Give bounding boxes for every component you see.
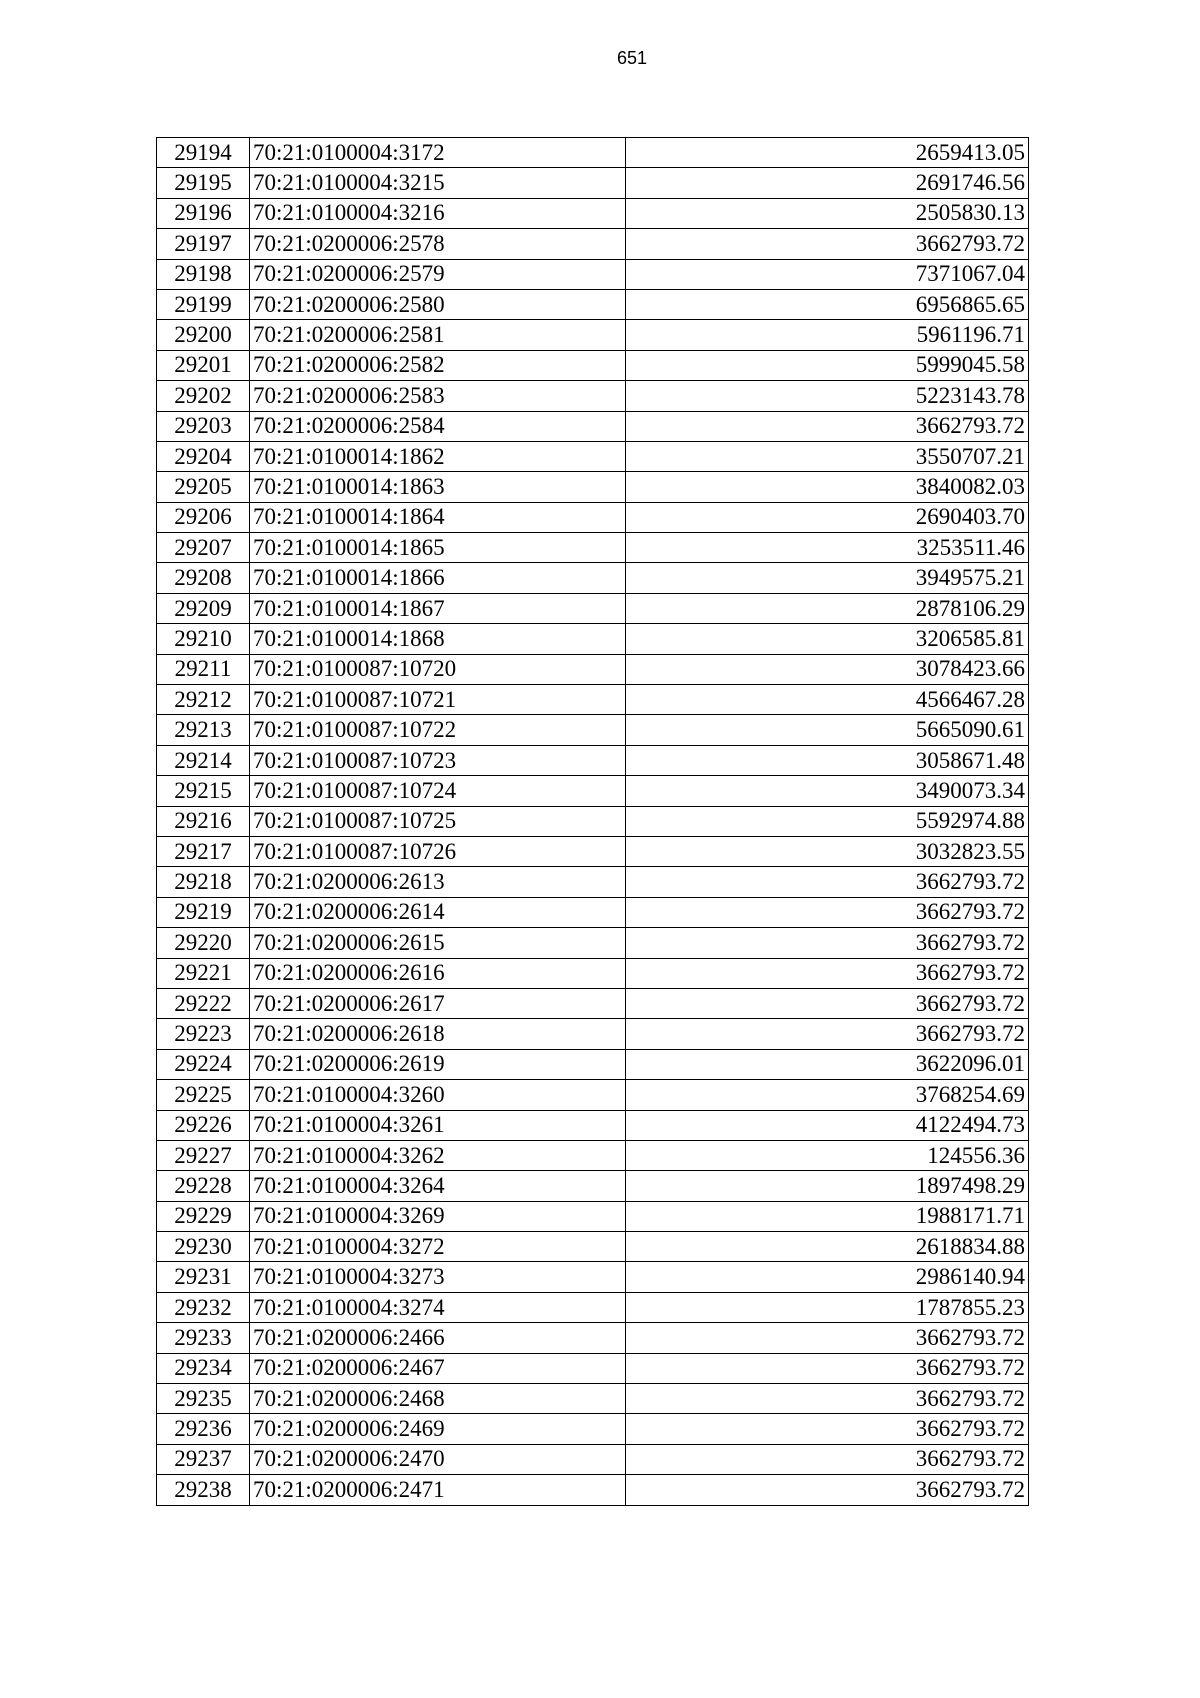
- cadastral-number-cell: 70:21:0200006:2471: [250, 1475, 626, 1505]
- cadastral-value-cell: 2691746.56: [626, 168, 1029, 198]
- cadastral-number-cell: 70:21:0200006:2467: [250, 1353, 626, 1383]
- cadastral-number-cell: 70:21:0100004:3262: [250, 1140, 626, 1170]
- cadastral-number-cell: 70:21:0100014:1865: [250, 533, 626, 563]
- table-row: [157, 1384, 1029, 1414]
- cadastral-value-cell: 3058671.48: [626, 745, 1029, 775]
- row-number-cell: 29194: [157, 138, 250, 168]
- cadastral-value-cell: 3768254.69: [626, 1080, 1029, 1110]
- row-number-cell: 29218: [157, 867, 250, 897]
- table-row: [157, 229, 1029, 259]
- row-number-cell: 29215: [157, 776, 250, 806]
- cadastral-number-cell: 70:21:0200006:2466: [250, 1323, 626, 1353]
- cadastral-value-cell: 2618834.88: [626, 1232, 1029, 1262]
- cadastral-value-cell: 5223143.78: [626, 381, 1029, 411]
- table-row: [157, 441, 1029, 471]
- table-row: [157, 654, 1029, 684]
- cadastral-number-cell: 70:21:0200006:2616: [250, 958, 626, 988]
- table-row: [157, 138, 1029, 168]
- row-number-cell: 29207: [157, 533, 250, 563]
- cadastral-value-cell: 3206585.81: [626, 624, 1029, 654]
- table-row: [157, 168, 1029, 198]
- table-row: [157, 1323, 1029, 1353]
- cadastral-number-cell: 70:21:0200006:2469: [250, 1414, 626, 1444]
- row-number-cell: 29209: [157, 593, 250, 623]
- table-row: [157, 1262, 1029, 1292]
- row-number-cell: 29217: [157, 836, 250, 866]
- row-number-cell: 29196: [157, 198, 250, 228]
- table-row: [157, 533, 1029, 563]
- row-number-cell: 29211: [157, 654, 250, 684]
- cadastral-number-cell: 70:21:0100087:10721: [250, 685, 626, 715]
- row-number-cell: 29220: [157, 928, 250, 958]
- cadastral-number-cell: 70:21:0200006:2584: [250, 411, 626, 441]
- table-row: [157, 745, 1029, 775]
- cadastral-number-cell: 70:21:0100087:10725: [250, 806, 626, 836]
- row-number-cell: 29233: [157, 1323, 250, 1353]
- row-number-cell: 29228: [157, 1171, 250, 1201]
- row-number-cell: 29232: [157, 1292, 250, 1322]
- table-row: [157, 928, 1029, 958]
- cadastral-value-cell: 3662793.72: [626, 1353, 1029, 1383]
- table-row: [157, 1201, 1029, 1231]
- table-row: [157, 1080, 1029, 1110]
- cadastral-number-cell: 70:21:0100004:3172: [250, 138, 626, 168]
- cadastral-value-cell: 2690403.70: [626, 502, 1029, 532]
- cadastral-number-cell: 70:21:0100004:3260: [250, 1080, 626, 1110]
- cadastral-value-cell: 1897498.29: [626, 1171, 1029, 1201]
- cadastral-number-cell: 70:21:0200006:2470: [250, 1444, 626, 1474]
- cadastral-number-cell: 70:21:0200006:2582: [250, 350, 626, 380]
- table-row: [157, 289, 1029, 319]
- table-row: [157, 1232, 1029, 1262]
- cadastral-number-cell: 70:21:0200006:2468: [250, 1384, 626, 1414]
- row-number-cell: 29222: [157, 988, 250, 1018]
- cadastral-number-cell: 70:21:0100004:3274: [250, 1292, 626, 1322]
- table-row: [157, 1292, 1029, 1322]
- table-row: [157, 1414, 1029, 1444]
- cadastral-value-cell: 5665090.61: [626, 715, 1029, 745]
- row-number-cell: 29236: [157, 1414, 250, 1444]
- page-number: 651: [616, 48, 648, 68]
- table-row: [157, 502, 1029, 532]
- cadastral-number-cell: 70:21:0100004:3269: [250, 1201, 626, 1231]
- row-number-cell: 29213: [157, 715, 250, 745]
- cadastral-number-cell: 70:21:0200006:2614: [250, 897, 626, 927]
- row-number-cell: 29198: [157, 259, 250, 289]
- row-number-cell: 29204: [157, 441, 250, 471]
- cadastral-value-cell: 1787855.23: [626, 1292, 1029, 1322]
- cadastral-value-cell: 3662793.72: [626, 867, 1029, 897]
- cadastral-number-cell: 70:21:0100014:1863: [250, 472, 626, 502]
- cadastral-number-cell: 70:21:0200006:2617: [250, 988, 626, 1018]
- table-row: [157, 958, 1029, 988]
- cadastral-number-cell: 70:21:0100087:10722: [250, 715, 626, 745]
- cadastral-number-cell: 70:21:0100014:1868: [250, 624, 626, 654]
- table-row: [157, 1110, 1029, 1140]
- row-number-cell: 29226: [157, 1110, 250, 1140]
- table-row: [157, 988, 1029, 1018]
- cadastral-number-cell: 70:21:0100004:3261: [250, 1110, 626, 1140]
- table-row: [157, 897, 1029, 927]
- cadastral-number-cell: 70:21:0100014:1862: [250, 441, 626, 471]
- row-number-cell: 29234: [157, 1353, 250, 1383]
- cadastral-value-cell: 3662793.72: [626, 229, 1029, 259]
- cadastral-value-cell: 3662793.72: [626, 1475, 1029, 1505]
- cadastral-number-cell: 70:21:0200006:2615: [250, 928, 626, 958]
- cadastral-value-cell: 2986140.94: [626, 1262, 1029, 1292]
- row-number-cell: 29203: [157, 411, 250, 441]
- table-row: [157, 776, 1029, 806]
- table-row: [157, 1140, 1029, 1170]
- row-number-cell: 29208: [157, 563, 250, 593]
- table-row: [157, 563, 1029, 593]
- row-number-cell: 29223: [157, 1019, 250, 1049]
- table-row: [157, 1475, 1029, 1505]
- row-number-cell: 29224: [157, 1049, 250, 1079]
- cadastral-value-table: [156, 137, 1029, 1506]
- cadastral-number-cell: 70:21:0200006:2578: [250, 229, 626, 259]
- table-row: [157, 685, 1029, 715]
- row-number-cell: 29206: [157, 502, 250, 532]
- table-row: [157, 1444, 1029, 1474]
- table-row: [157, 1353, 1029, 1383]
- cadastral-value-cell: 6956865.65: [626, 289, 1029, 319]
- cadastral-value-cell: 7371067.04: [626, 259, 1029, 289]
- cadastral-value-cell: 5592974.88: [626, 806, 1029, 836]
- cadastral-value-cell: 3662793.72: [626, 958, 1029, 988]
- table-row: [157, 472, 1029, 502]
- table-row: [157, 381, 1029, 411]
- row-number-cell: 29225: [157, 1080, 250, 1110]
- cadastral-number-cell: 70:21:0100004:3216: [250, 198, 626, 228]
- cadastral-number-cell: 70:21:0100004:3264: [250, 1171, 626, 1201]
- row-number-cell: 29199: [157, 289, 250, 319]
- row-number-cell: 29195: [157, 168, 250, 198]
- cadastral-value-cell: 3662793.72: [626, 411, 1029, 441]
- cadastral-number-cell: 70:21:0200006:2618: [250, 1019, 626, 1049]
- row-number-cell: 29210: [157, 624, 250, 654]
- row-number-cell: 29230: [157, 1232, 250, 1262]
- cadastral-value-cell: 4566467.28: [626, 685, 1029, 715]
- cadastral-value-cell: 3550707.21: [626, 441, 1029, 471]
- cadastral-number-cell: 70:21:0200006:2619: [250, 1049, 626, 1079]
- cadastral-value-cell: 3949575.21: [626, 563, 1029, 593]
- row-number-cell: 29202: [157, 381, 250, 411]
- cadastral-number-cell: 70:21:0200006:2580: [250, 289, 626, 319]
- cadastral-value-cell: 3622096.01: [626, 1049, 1029, 1079]
- cadastral-value-cell: 3662793.72: [626, 988, 1029, 1018]
- cadastral-value-cell: 3662793.72: [626, 1384, 1029, 1414]
- cadastral-number-cell: 70:21:0200006:2583: [250, 381, 626, 411]
- cadastral-number-cell: 70:21:0200006:2613: [250, 867, 626, 897]
- cadastral-value-cell: 2505830.13: [626, 198, 1029, 228]
- cadastral-number-cell: 70:21:0100087:10723: [250, 745, 626, 775]
- cadastral-value-cell: 124556.36: [626, 1140, 1029, 1170]
- table-row: [157, 806, 1029, 836]
- row-number-cell: 29212: [157, 685, 250, 715]
- row-number-cell: 29235: [157, 1384, 250, 1414]
- row-number-cell: 29227: [157, 1140, 250, 1170]
- table-row: [157, 836, 1029, 866]
- table-row: [157, 198, 1029, 228]
- table-row: [157, 320, 1029, 350]
- row-number-cell: 29219: [157, 897, 250, 927]
- cadastral-number-cell: 70:21:0100004:3215: [250, 168, 626, 198]
- row-number-cell: 29229: [157, 1201, 250, 1231]
- cadastral-number-cell: 70:21:0100014:1864: [250, 502, 626, 532]
- table-row: [157, 259, 1029, 289]
- cadastral-number-cell: 70:21:0100087:10724: [250, 776, 626, 806]
- row-number-cell: 29221: [157, 958, 250, 988]
- cadastral-number-cell: 70:21:0200006:2581: [250, 320, 626, 350]
- cadastral-value-cell: 5999045.58: [626, 350, 1029, 380]
- cadastral-value-cell: 3253511.46: [626, 533, 1029, 563]
- row-number-cell: 29237: [157, 1444, 250, 1474]
- cadastral-number-cell: 70:21:0100014:1867: [250, 593, 626, 623]
- row-number-cell: 29200: [157, 320, 250, 350]
- cadastral-number-cell: 70:21:0200006:2579: [250, 259, 626, 289]
- cadastral-value-cell: 3662793.72: [626, 1444, 1029, 1474]
- row-number-cell: 29231: [157, 1262, 250, 1292]
- table-row: [157, 715, 1029, 745]
- table-row: [157, 1171, 1029, 1201]
- cadastral-number-cell: 70:21:0100004:3272: [250, 1232, 626, 1262]
- cadastral-value-cell: 3662793.72: [626, 928, 1029, 958]
- cadastral-value-cell: 3490073.34: [626, 776, 1029, 806]
- row-number-cell: 29197: [157, 229, 250, 259]
- table-row: [157, 624, 1029, 654]
- table-row: [157, 1049, 1029, 1079]
- cadastral-number-cell: 70:21:0100087:10726: [250, 836, 626, 866]
- table-row: [157, 867, 1029, 897]
- cadastral-value-cell: 1988171.71: [626, 1201, 1029, 1231]
- cadastral-value-cell: 3662793.72: [626, 1019, 1029, 1049]
- cadastral-number-cell: 70:21:0100087:10720: [250, 654, 626, 684]
- cadastral-value-cell: 4122494.73: [626, 1110, 1029, 1140]
- cadastral-value-cell: 2659413.05: [626, 138, 1029, 168]
- cadastral-value-cell: 5961196.71: [626, 320, 1029, 350]
- row-number-cell: 29214: [157, 745, 250, 775]
- cadastral-value-cell: 3662793.72: [626, 1414, 1029, 1444]
- row-number-cell: 29201: [157, 350, 250, 380]
- table-row: [157, 411, 1029, 441]
- table-body: [157, 138, 1029, 1506]
- cadastral-value-cell: 3078423.66: [626, 654, 1029, 684]
- cadastral-value-cell: 3662793.72: [626, 1323, 1029, 1353]
- table-row: [157, 593, 1029, 623]
- table-row: [157, 1019, 1029, 1049]
- cadastral-value-cell: 2878106.29: [626, 593, 1029, 623]
- row-number-cell: 29238: [157, 1475, 250, 1505]
- cadastral-number-cell: 70:21:0100004:3273: [250, 1262, 626, 1292]
- cadastral-value-cell: 3840082.03: [626, 472, 1029, 502]
- row-number-cell: 29216: [157, 806, 250, 836]
- table-row: [157, 350, 1029, 380]
- cadastral-value-cell: 3032823.55: [626, 836, 1029, 866]
- cadastral-value-cell: 3662793.72: [626, 897, 1029, 927]
- row-number-cell: 29205: [157, 472, 250, 502]
- cadastral-number-cell: 70:21:0100014:1866: [250, 563, 626, 593]
